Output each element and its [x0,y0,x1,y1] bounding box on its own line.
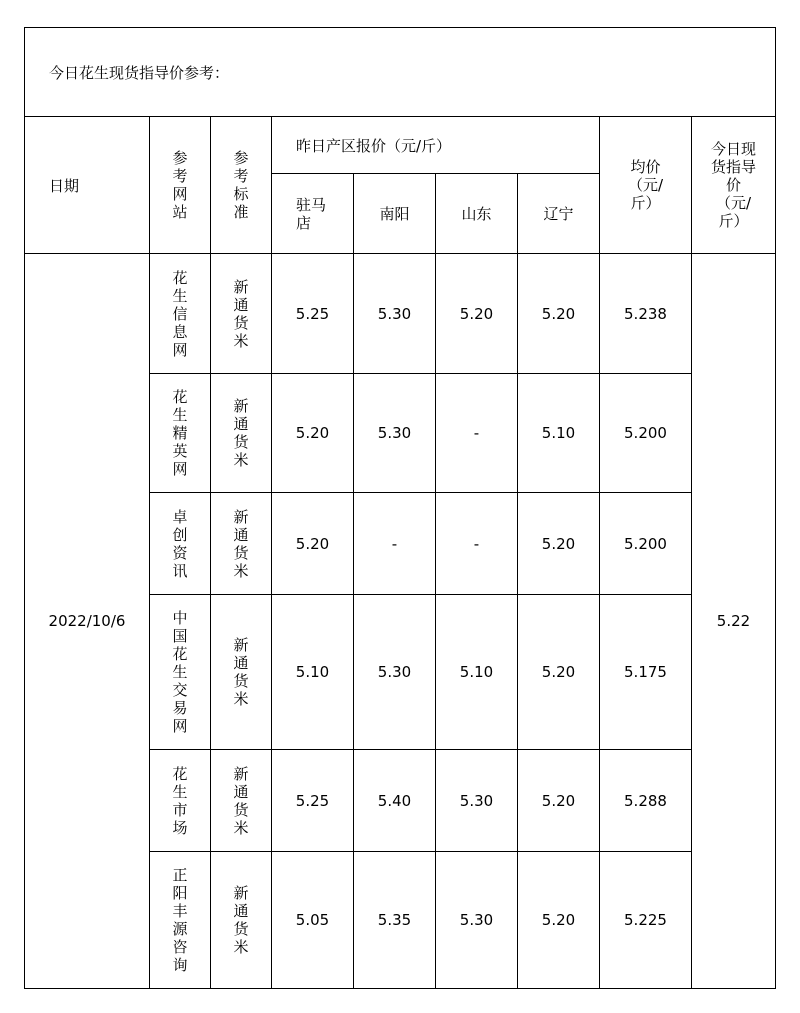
price-liaoning: 5.20 [518,254,600,374]
price-zhumadian: 5.20 [272,493,354,595]
price-zhumadian: 5.25 [272,254,354,374]
standard-cell: 新通货米 [211,374,272,493]
site-cell: 花生市场 [150,750,211,852]
header-today: 今日现货指导价（元/斤） [692,117,776,254]
price-nanyang: - [354,493,436,595]
header-site: 参考网站 [150,117,211,254]
price-zhumadian: 5.25 [272,750,354,852]
price-zhumadian: 5.20 [272,374,354,493]
price-shandong: 5.30 [436,852,518,989]
price-liaoning: 5.20 [518,595,600,750]
price-zhumadian: 5.10 [272,595,354,750]
price-avg: 5.238 [600,254,692,374]
price-nanyang: 5.30 [354,374,436,493]
today-price-cell: 5.22 [692,254,776,989]
standard-cell: 新通货米 [211,852,272,989]
price-nanyang: 5.40 [354,750,436,852]
site-cell: 正阳丰源咨询 [150,852,211,989]
header-region-nanyang: 南阳 [354,174,436,254]
header-region-zhumadian: 驻马店 [272,174,354,254]
site-cell: 花生精英网 [150,374,211,493]
standard-cell: 新通货米 [211,595,272,750]
site-cell: 中国花生交易网 [150,595,211,750]
price-avg: 5.175 [600,595,692,750]
standard-cell: 新通货米 [211,493,272,595]
header-date: 日期 [25,117,150,254]
standard-cell: 新通货米 [211,254,272,374]
price-avg: 5.200 [600,374,692,493]
price-shandong: 5.30 [436,750,518,852]
price-shandong: 5.20 [436,254,518,374]
date-cell: 2022/10/6 [25,254,150,989]
price-liaoning: 5.20 [518,750,600,852]
site-cell: 卓创资讯 [150,493,211,595]
price-shandong: - [436,493,518,595]
price-liaoning: 5.20 [518,852,600,989]
price-zhumadian: 5.05 [272,852,354,989]
header-region-liaoning: 辽宁 [518,174,600,254]
price-avg: 5.288 [600,750,692,852]
price-avg: 5.200 [600,493,692,595]
price-nanyang: 5.30 [354,595,436,750]
price-shandong: - [436,374,518,493]
header-region-shandong: 山东 [436,174,518,254]
standard-cell: 新通货米 [211,750,272,852]
price-avg: 5.225 [600,852,692,989]
price-shandong: 5.10 [436,595,518,750]
price-table [24,27,776,989]
table-title: 今日花生现货指导价参考： [25,28,776,117]
header-standard: 参考标准 [211,117,272,254]
price-liaoning: 5.20 [518,493,600,595]
table-row [25,254,776,374]
site-cell: 花生信息网 [150,254,211,374]
header-yesterday-group: 昨日产区报价（元/斤） [272,117,600,174]
price-nanyang: 5.30 [354,254,436,374]
price-nanyang: 5.35 [354,852,436,989]
header-avg: 均价（元/斤） [600,117,692,254]
price-liaoning: 5.10 [518,374,600,493]
